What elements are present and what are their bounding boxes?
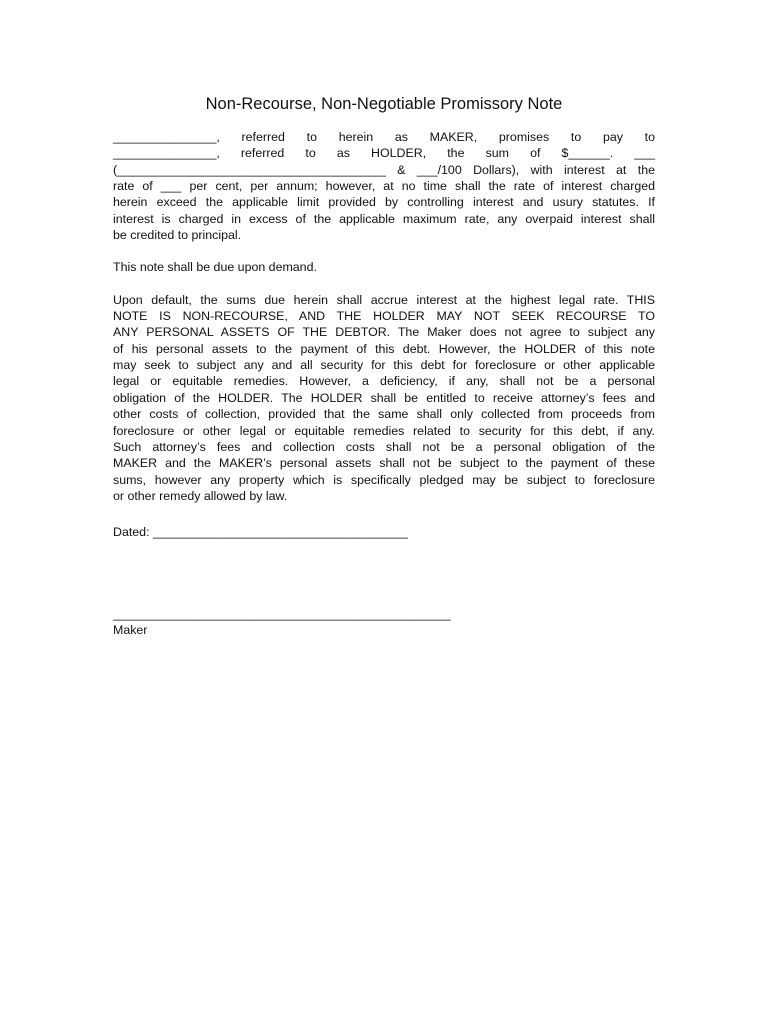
text-line: may seek to subject any and all security for this debt for foreclosure or other applicable (113, 358, 655, 373)
text-line: obligation of the HOLDER. The HOLDER shall be entitled to receive attorney’s fees and (113, 390, 655, 405)
text-line: _______________, referred to as HOLDER, the sum of $______. ___ (113, 146, 655, 161)
text-line: sums, however any property which is specifically pledged may be subject to foreclosure (113, 472, 655, 487)
text-line: foreclosure or other legal or equitable remedies related to security for this debt, if any. (113, 423, 655, 438)
text-line: NOTE IS NON-RECOURSE, AND THE HOLDER MAY NOT SEEK RECOURSE TO (113, 309, 655, 324)
text-line: (_______________________________________ & ___/100 Dollars), with interest at the (113, 162, 655, 177)
dated-line: Dated: _____________________________________ (113, 525, 408, 539)
text-line: other costs of collection, provided that the same shall only collected from proceeds from (113, 407, 655, 422)
text-line: Such attorney’s fees and collection costs shall not be a personal obligation of the (113, 439, 655, 454)
paragraph-due (113, 259, 655, 275)
paragraph-terms (113, 129, 655, 243)
text-line: be credited to principal. (113, 228, 242, 243)
text-line: MAKER and the MAKER’s personal assets shall not be subject to the payment of these (113, 456, 655, 471)
text-line: interest is charged in excess of the applicable maximum rate, any overpaid interest shall (113, 211, 655, 226)
text-line: rate of ___ per cent, per annum; however, at no time shall the rate of interest charged (113, 179, 655, 194)
document-title: Non-Recourse, Non-Negotiable Promissory Note (205, 95, 563, 113)
text-line: herein exceed the applicable limit provided by controlling interest and usury statutes. If (113, 195, 655, 210)
text-line: _______________, referred to herein as MAKER, promises to pay to (113, 130, 655, 144)
text-line: of his personal assets to the payment of this debt. However, the HOLDER of this note (113, 341, 655, 356)
text-line: legal or equitable remedies. However, a deficiency, if any, shall not be a personal (113, 374, 655, 389)
text-line: This note shall be due upon demand. (113, 260, 317, 275)
text-line: or other remedy allowed by law. (113, 488, 288, 503)
document-body (113, 129, 655, 504)
signature-line: _________________________________________________ (113, 607, 451, 621)
text-line: Upon default, the sums due herein shall accrue interest at the highest legal rate. THIS (113, 292, 655, 307)
signature-label: Maker (113, 623, 148, 637)
paragraph-default (113, 292, 655, 504)
text-line: ANY PERSONAL ASSETS OF THE DEBTOR. The Maker does not agree to subject any (113, 325, 655, 340)
